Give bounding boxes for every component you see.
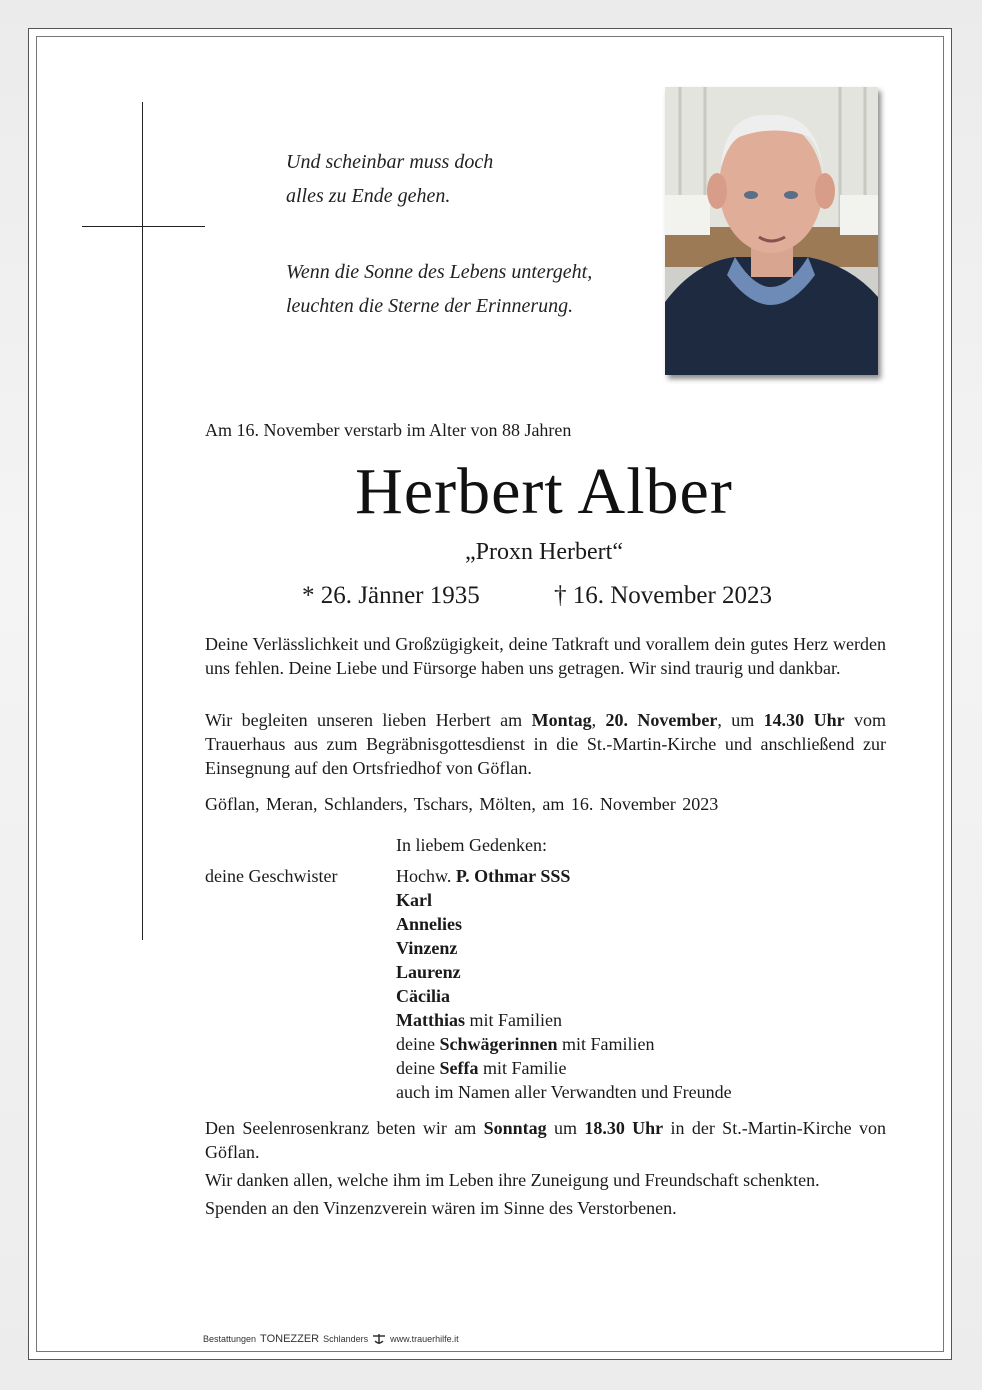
cross-horizontal-bar <box>82 226 205 227</box>
family-member: deine Schwägerinnen mit Familien <box>396 1034 655 1054</box>
relation-label: deine Geschwister <box>205 866 338 886</box>
footer-url[interactable]: www.trauerhilfe.it <box>390 1334 459 1344</box>
family-list <box>396 864 732 1104</box>
quote-line: Wenn die Sonne des Lebens untergeht, <box>286 261 593 283</box>
memory-label: In liebem Gedenken: <box>396 835 547 855</box>
funeral-paragraph: Wir begleiten unseren lieben Herbert am Montag, 20. November, um 14.30 Uhr vom Trauerhaus aus zum Begräbnisgottesdienst in die St.-Martin-Kirche und anschließend zur Einsegnung auf den Ortsfriedhof von Göflan. <box>205 710 886 778</box>
trauerhilfe-logo-icon <box>372 1333 386 1345</box>
family-member: Hochw. P. Othmar SSS <box>396 866 571 886</box>
thanks-paragraph: Wir danken allen, welche ihm im Leben ihre Zuneigung und Freundschaft schenkten. <box>205 1170 820 1190</box>
donation-paragraph: Spenden an den Vinzenzverein wären im Sinne des Verstorbenen. <box>205 1198 677 1218</box>
footer-location: Schlanders <box>323 1334 369 1344</box>
family-member: Annelies <box>396 914 463 934</box>
family-member: auch im Namen aller Verwandten und Freunde <box>396 1082 732 1102</box>
footer <box>203 1333 459 1345</box>
portrait-photo <box>665 87 878 375</box>
quote-line: alles zu Ende gehen. <box>286 185 451 207</box>
family-member: deine Seffa mit Familie <box>396 1058 567 1078</box>
birth-date: * 26. Jänner 1935 <box>302 582 480 609</box>
death-announcement: Am 16. November verstarb im Alter von 88 Jahren <box>205 420 572 440</box>
deceased-name: Herbert Alber <box>355 455 733 528</box>
nickname: „Proxn Herbert“ <box>465 539 623 565</box>
quote-stanza-1 <box>286 145 493 213</box>
footer-brand: TONEZZER <box>260 1333 320 1345</box>
death-date: † 16. November 2023 <box>554 582 773 609</box>
family-member: Laurenz <box>396 962 461 982</box>
family-member: Karl <box>396 890 432 910</box>
quote-stanza-2 <box>286 255 592 323</box>
quote-line: leuchten die Sterne der Erinnerung. <box>286 295 574 317</box>
family-member: Vinzenz <box>396 938 458 958</box>
place-and-date: Göflan, Meran, Schlanders, Tschars, Mölten, am 16. November 2023 <box>205 794 719 814</box>
footer-prefix: Bestattungen <box>203 1334 257 1344</box>
tribute-paragraph: Deine Verlässlichkeit und Großzügigkeit, deine Tatkraft und vorallem dein gutes Herz werden uns fehlen. Deine Liebe und Fürsorge haben uns getragen. Wir sind traurig und dankbar. <box>205 634 886 678</box>
family-member: Matthias mit Familien <box>396 1010 562 1030</box>
family-member: Cäcilia <box>396 986 450 1006</box>
obituary-card <box>28 28 952 1360</box>
rosary-paragraph: Den Seelenrosenkranz beten wir am Sonntag um 18.30 Uhr in der St.-Martin-Kirche von Göflan. <box>205 1118 886 1162</box>
quote-line: Und scheinbar muss doch <box>286 151 494 173</box>
